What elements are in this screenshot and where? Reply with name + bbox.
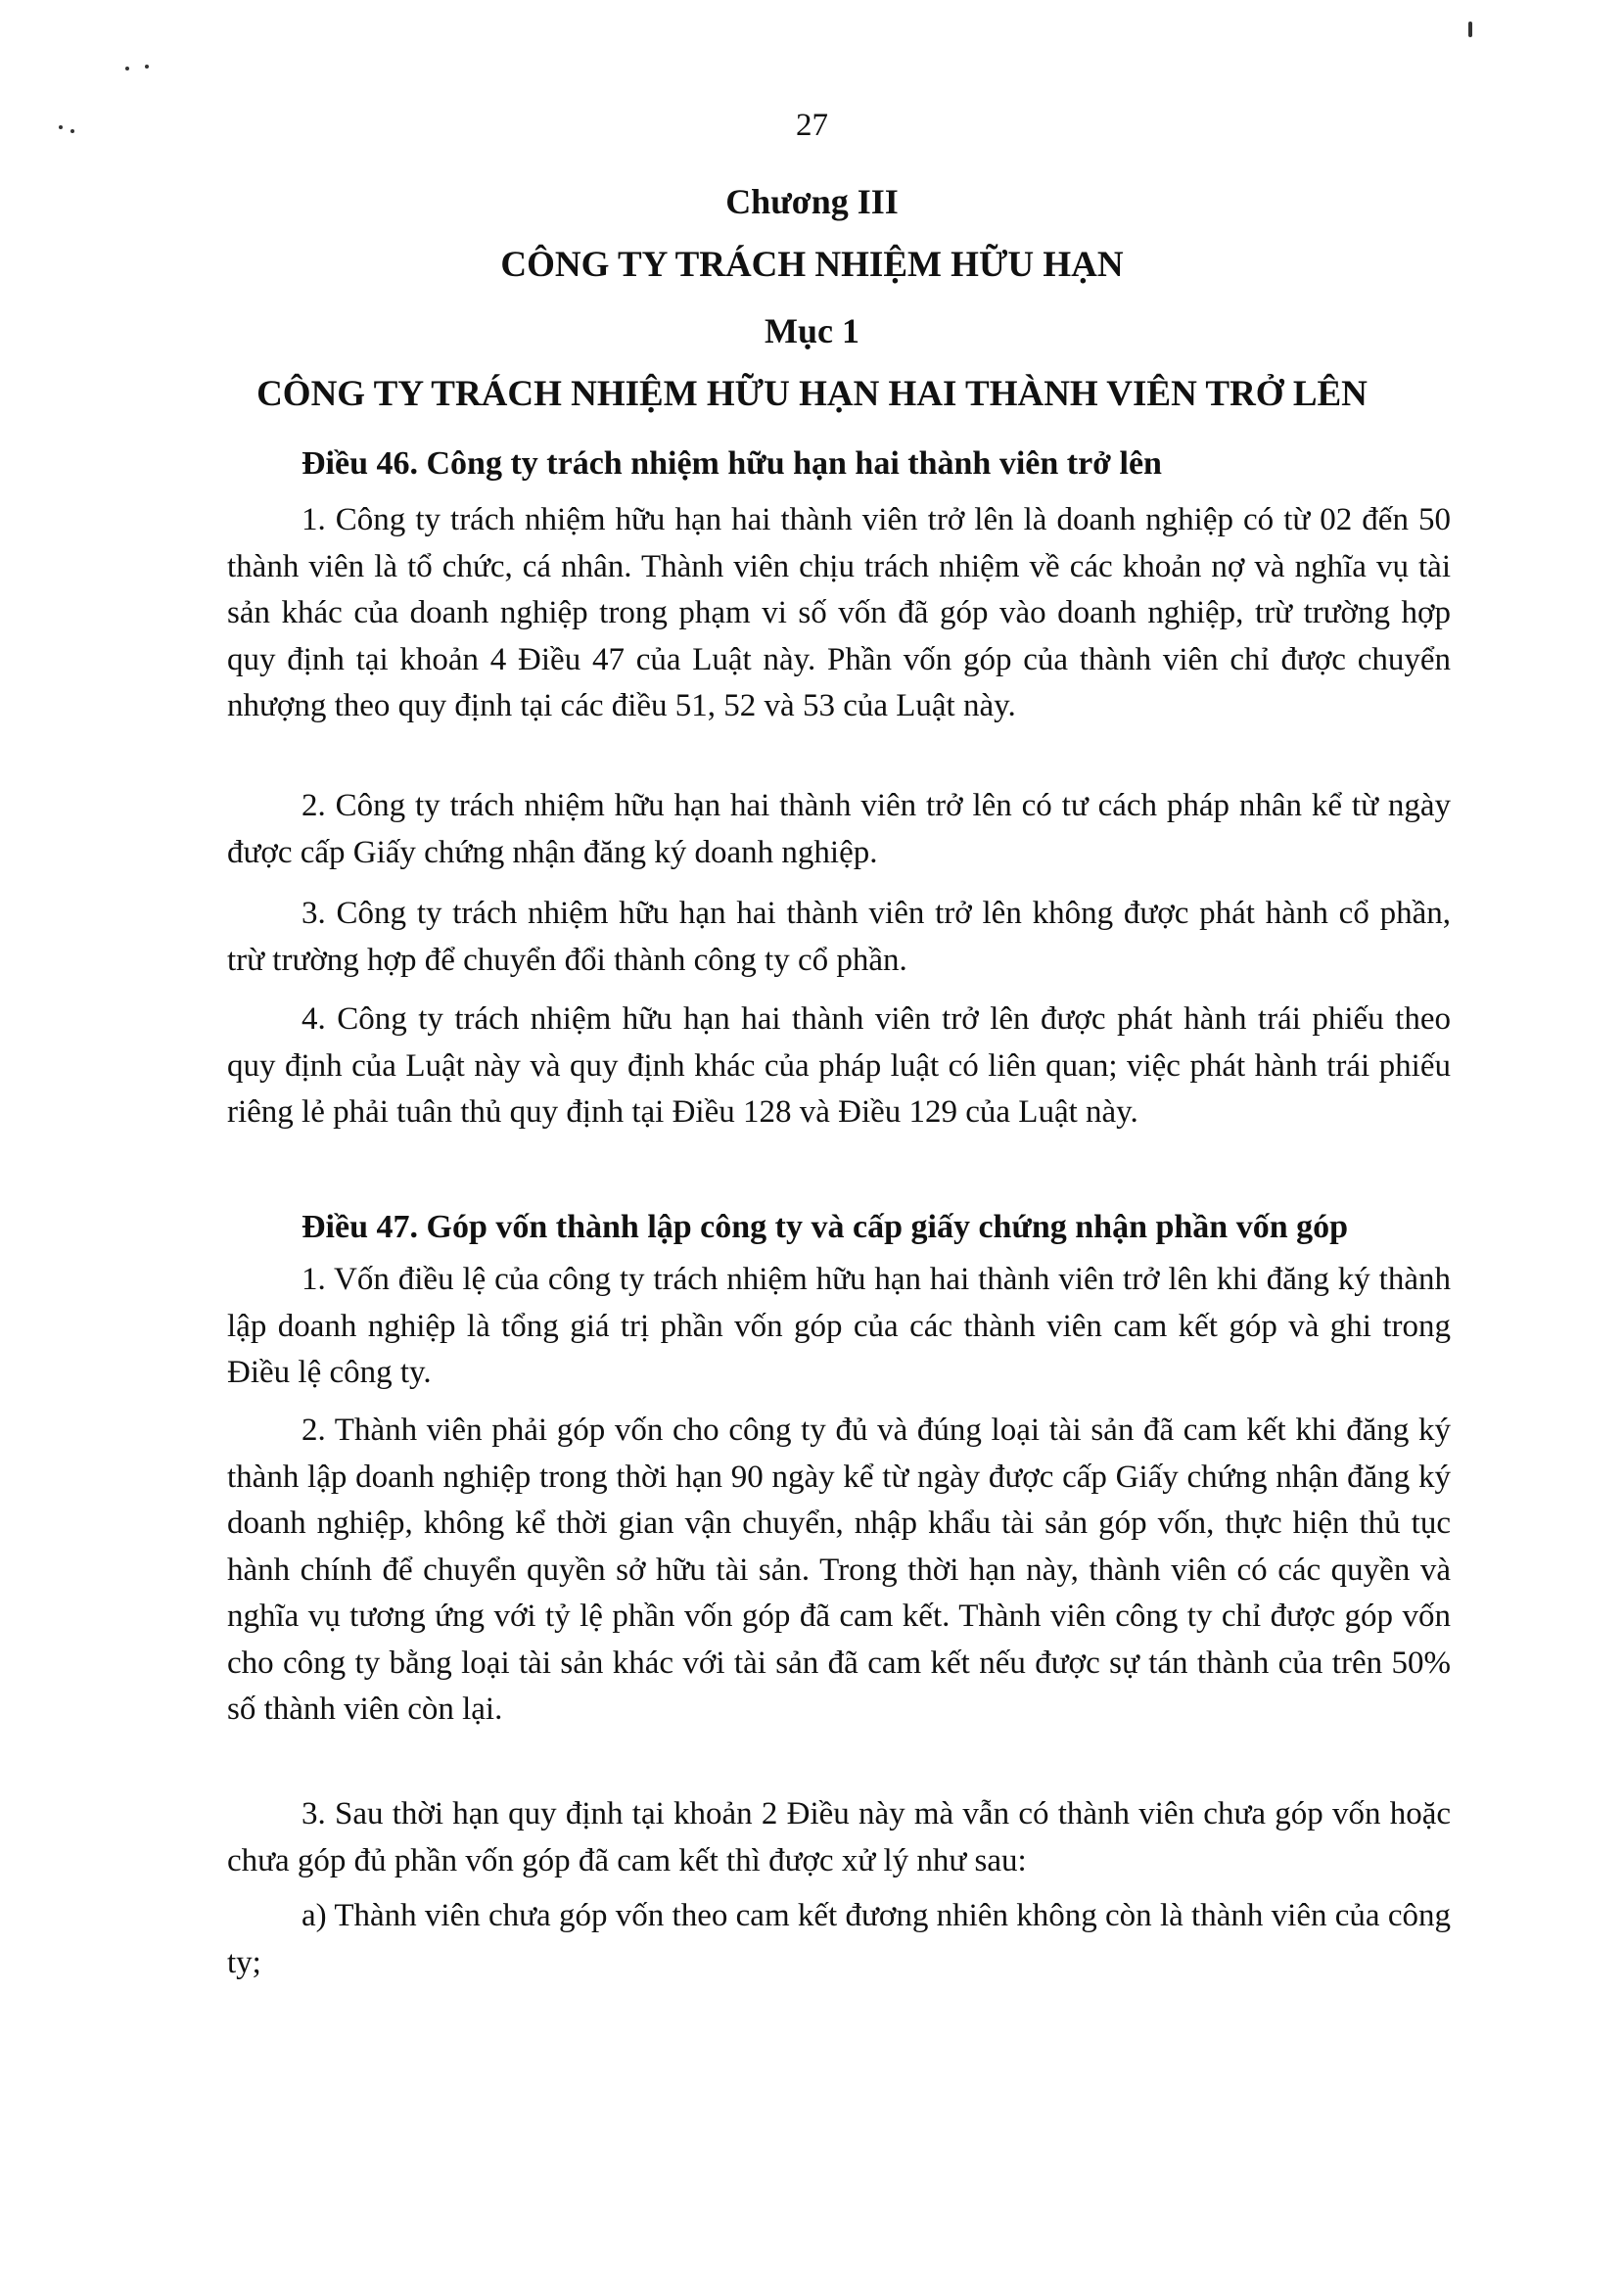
scan-speck: [145, 65, 149, 69]
section-heading: Mục 1: [765, 311, 859, 350]
article-47-clause-1: 1. Vốn điều lệ của công ty trách nhiệm hữu hạn hai thành viên trở lên khi đăng ký thành lập doanh nghiệp là tổng giá trị phần vốn góp của các thành viên cam kết góp và ghi trong Điều lệ công ty.: [227, 1262, 1451, 1390]
article-46-clause-1: 1. Công ty trách nhiệm hữu hạn hai thành viên trở lên là doanh nghiệp có từ 02 đến 50 thành viên là tổ chức, cá nhân. Thành viên chịu trách nhiệm về các khoản nợ và nghĩa vụ tài sản khác của doanh nghiệp trong phạm vi số vốn đã góp vào doanh nghiệp, trừ trường hợp quy định tại khoản 4 Điều 47 của Luật này. Phần vốn góp của thành viên chỉ được chuyển nhượng theo quy định tại các điều 51, 52 và 53 của Luật này.: [227, 502, 1451, 723]
page-number: 27: [796, 108, 828, 143]
article-46-clause-4: 4. Công ty trách nhiệm hữu hạn hai thành viên trở lên được phát hành trái phiếu theo quy định của Luật này và quy định khác của pháp luật có liên quan; việc phát hành trái phiếu riêng lẻ phải tuân thủ quy định tại Điều 128 và Điều 129 của Luật này.: [227, 1001, 1451, 1130]
chapter-title: CÔNG TY TRÁCH NHIỆM HỮU HẠN: [500, 245, 1124, 285]
article-47-title: Điều 47. Góp vốn thành lập công ty và cấp giấy chứng nhận phần vốn góp: [302, 1209, 1349, 1245]
article-46-clause-3: 3. Công ty trách nhiệm hữu hạn hai thành viên trở lên không được phát hành cổ phần, trừ trường hợp để chuyển đổi thành công ty cổ phần.: [227, 896, 1451, 978]
article-46-clause-2: 2. Công ty trách nhiệm hữu hạn hai thành viên trở lên có tư cách pháp nhân kể từ ngày được cấp Giấy chứng nhận đăng ký doanh nghiệp.: [227, 788, 1451, 870]
article-46-title: Điều 46. Công ty trách nhiệm hữu hạn hai thành viên trở lên: [302, 445, 1162, 482]
article-47-clause-3: 3. Sau thời hạn quy định tại khoản 2 Điều này mà vẫn có thành viên chưa góp vốn hoặc chưa góp đủ phần vốn góp đã cam kết thì được xử lý như sau:: [227, 1796, 1451, 1878]
section-title: CÔNG TY TRÁCH NHIỆM HỮU HẠN HAI THÀNH VIÊN TRỞ LÊN: [256, 374, 1368, 414]
article-47-clause-3a: a) Thành viên chưa góp vốn theo cam kết đương nhiên không còn là thành viên của công ty;: [227, 1898, 1451, 1980]
article-47-clause-2: 2. Thành viên phải góp vốn cho công ty đủ và đúng loại tài sản đã cam kết khi đăng ký thành lập doanh nghiệp trong thời hạn 90 ngày kể từ ngày được cấp Giấy chứng nhận đăng ký doanh nghiệp, không kể thời gian vận chuyển, nhập khẩu tài sản góp vốn, thực hiện thủ tục hành chính để chuyển quyền sở hữu tài sản. Trong thời hạn này, thành viên có các quyền và nghĩa vụ tương ứng với tỷ lệ phần vốn góp đã cam kết. Thành viên công ty chỉ được góp vốn cho công ty bằng loại tài sản khác với tài sản đã cam kết nếu được sự tán thành của trên 50% số thành viên còn lại.: [227, 1413, 1451, 1727]
scan-speck: [125, 67, 129, 70]
chapter-heading: Chương III: [725, 182, 899, 221]
scan-speck: [1468, 22, 1472, 37]
